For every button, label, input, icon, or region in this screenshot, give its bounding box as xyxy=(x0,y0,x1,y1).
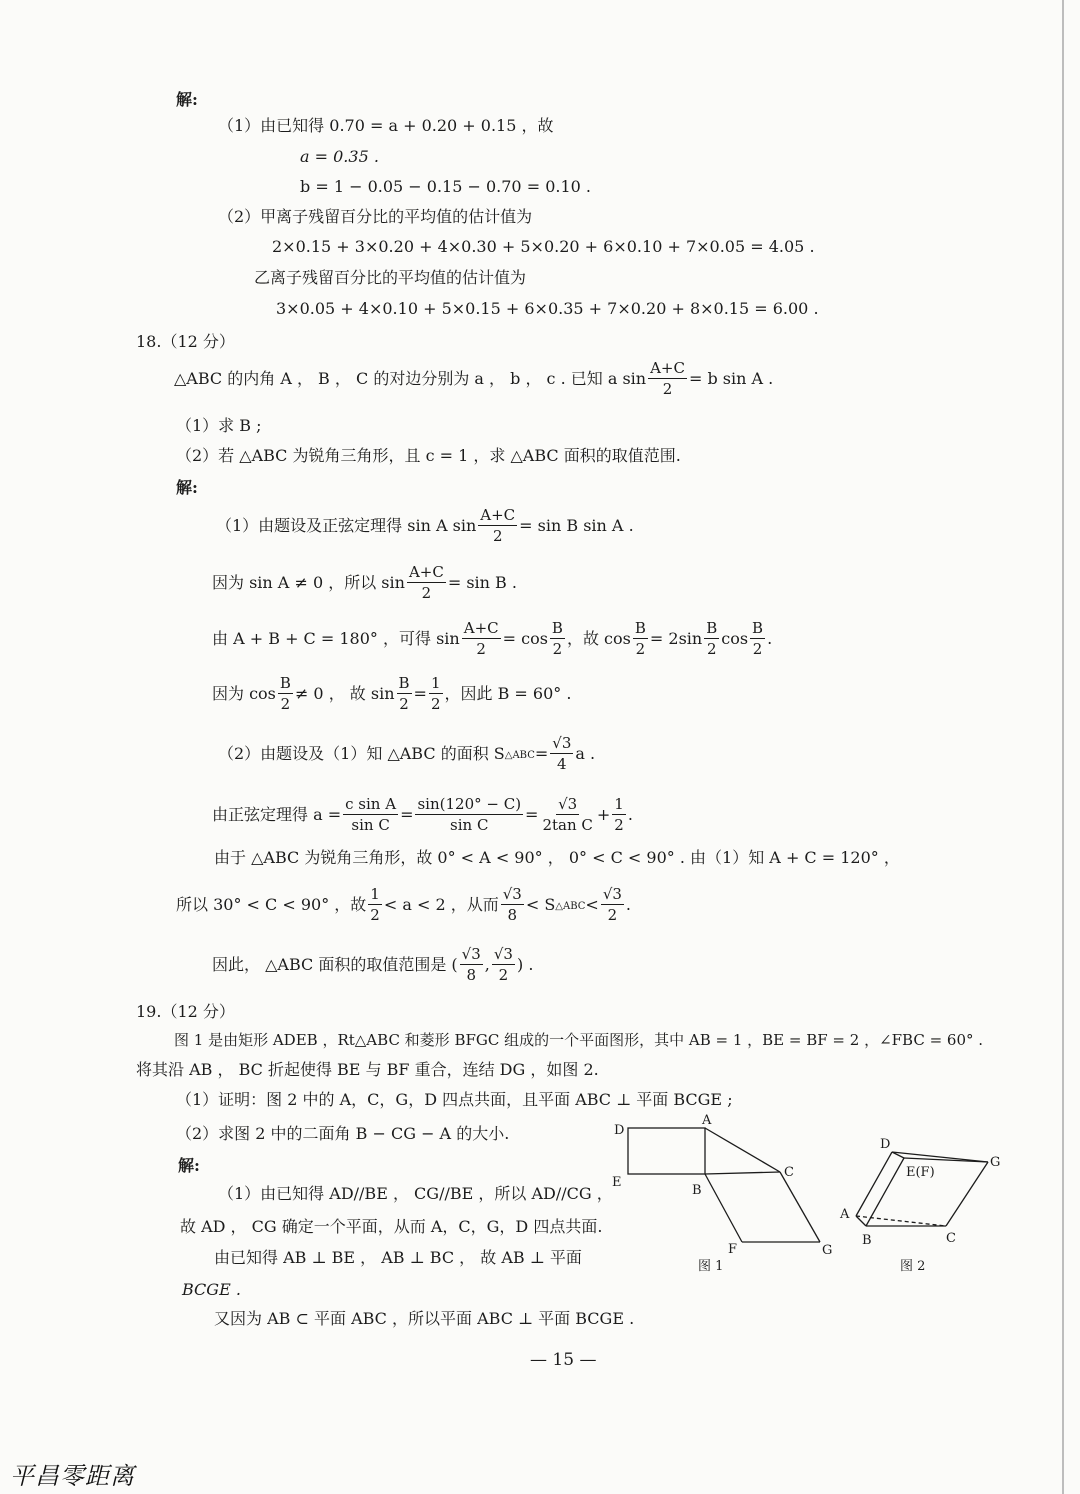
fraction-numerator: B xyxy=(279,674,291,692)
fig1-label-A: A xyxy=(702,1113,712,1128)
q18-step2 xyxy=(212,562,517,603)
fraction-numerator: c sin A xyxy=(345,795,397,813)
fig2-label-A: A xyxy=(840,1207,850,1222)
fig1-label-B: B xyxy=(692,1183,702,1198)
q19-step4: BCGE . xyxy=(182,1280,241,1299)
q18-step6-text-d: + xyxy=(596,804,611,824)
q17-part2-line2: 2×0.15 + 3×0.20 + 4×0.30 + 5×0.20 + 6×0.10 + 7×0.05 = 4.05 . xyxy=(272,237,815,256)
q19-step1: （1）由已知得 AD//BE ， CG//BE ，所以 AD//CG ， xyxy=(218,1184,613,1203)
fraction-numerator: A+C xyxy=(463,619,499,637)
q18-step3-text-b: = cos xyxy=(502,628,548,648)
fraction-numerator: 1 xyxy=(614,795,624,813)
fig1-label-C: C xyxy=(784,1165,794,1180)
fraction-numerator: √3 xyxy=(552,734,572,752)
fraction-denominator: 2 xyxy=(635,640,646,658)
q18-step1-text-b: = sin B sin A . xyxy=(519,515,634,535)
q19-question2: （2）求图 2 中的二面角 B − CG − A 的大小. xyxy=(176,1124,510,1143)
q18-step3-text-c: ，故 cos xyxy=(566,628,631,648)
q18-step9 xyxy=(212,944,533,985)
q18-step5-text-a: （2）由题设及（1）知 △ABC 的面积 S xyxy=(218,743,505,763)
q18-step4-text-b: ≠ 0 ， 故 sin xyxy=(294,683,395,703)
q18-step8-fraction-3 xyxy=(601,884,624,925)
q18-step1-fraction xyxy=(478,505,517,546)
fraction-numerator: B xyxy=(398,674,410,692)
fraction-denominator: sin C xyxy=(351,816,390,834)
fig1-segment-AC xyxy=(705,1128,780,1172)
fraction-numerator: √3 xyxy=(558,795,578,813)
fig1-label-G: G xyxy=(822,1243,833,1258)
q18-step6-fraction-4 xyxy=(612,794,626,835)
q19-step5: 又因为 AB ⊂ 平面 ABC ，所以平面 ABC ⊥ 平面 BCGE . xyxy=(214,1309,635,1328)
q18-step6-text-e: . xyxy=(627,804,633,824)
fraction-numerator: √3 xyxy=(502,885,522,903)
q18-step6-fraction-3 xyxy=(540,794,594,835)
figure-1 xyxy=(600,1112,850,1282)
q18-step9-text-c: ) . xyxy=(516,954,534,974)
q18-step3-text-f: . xyxy=(767,628,773,648)
q18-step8-fraction-2 xyxy=(501,884,524,925)
q17-part1-line2: a = 0.35 . xyxy=(300,147,379,166)
q18-step5-text-b: = xyxy=(534,743,549,763)
fig1-segment-CG xyxy=(780,1172,820,1242)
q17-part1-line3: b = 1 − 0.05 − 0.15 − 0.70 = 0.10 . xyxy=(300,177,591,196)
fraction-numerator: B xyxy=(752,619,764,637)
q18-step8-text-a: 所以 30° < C < 90° ，故 xyxy=(176,894,367,914)
q17-part2-line3: 乙离子残留百分比的平均值的估计值为 xyxy=(254,268,527,287)
q18-step2-text-a: 因为 sin A ≠ 0 ，所以 sin xyxy=(212,572,405,592)
q19-header: 19.（12 分） xyxy=(136,1002,235,1021)
fig2-segment-GC xyxy=(946,1162,988,1226)
q18-step8-text-b: < a < 2 ，从而 xyxy=(383,894,499,914)
fraction-denominator: 2 xyxy=(706,640,717,658)
q18-stem-text-b: = b sin A . xyxy=(688,368,774,388)
q19-step3: 由已知得 AB ⊥ BE ， AB ⊥ BC ， 故 AB ⊥ 平面 xyxy=(214,1248,582,1267)
q18-header: 18.（12 分） xyxy=(136,332,235,351)
fig1-caption: 图 1 xyxy=(698,1259,724,1274)
fig2-label-C: C xyxy=(946,1231,956,1246)
q18-step8-text-d: < xyxy=(585,894,599,914)
q18-step9-fraction-1 xyxy=(460,944,483,985)
q18-step3-text-e: cos xyxy=(721,628,749,648)
q18-step6-text-b: = xyxy=(400,804,414,824)
q18-step3-fraction-4 xyxy=(704,618,719,659)
fig2-caption: 图 2 xyxy=(900,1259,926,1274)
q18-step5 xyxy=(218,733,595,774)
page-number: — 15 — xyxy=(530,1350,597,1370)
q18-stem-fraction xyxy=(648,358,687,399)
fraction-denominator: 8 xyxy=(466,966,476,984)
fig2-label-B: B xyxy=(862,1233,872,1248)
fraction-numerator: A+C xyxy=(408,563,444,581)
q18-step3-fraction-3 xyxy=(633,618,648,659)
q18-step4-text-d: ，因此 B = 60° . xyxy=(444,683,572,703)
fraction-denominator: 2 xyxy=(492,527,503,545)
fraction-numerator: A+C xyxy=(650,359,685,377)
fraction-denominator: 2 xyxy=(421,584,432,602)
fraction-denominator: 2 xyxy=(552,640,563,658)
fig2-label-D: D xyxy=(880,1137,891,1152)
fraction-denominator: 2 xyxy=(476,640,486,658)
q18-step6-fraction-2 xyxy=(415,794,523,835)
q18-question2: （2）若 △ABC 为锐角三角形，且 c = 1 ，求 △ABC 面积的取值范围. xyxy=(176,446,681,465)
fig1-rectangle-ADEB xyxy=(628,1128,705,1174)
q18-step3-fraction-1 xyxy=(462,618,501,659)
fraction-denominator: 2 xyxy=(399,695,409,713)
q18-step6-text-c: = xyxy=(525,804,539,824)
q18-question1: （1）求 B ; xyxy=(176,416,262,435)
fraction-denominator: 2 xyxy=(498,966,509,984)
q18-step2-text-b: = sin B . xyxy=(447,572,517,592)
q19-stem-line1: 图 1 是由矩形 ADEB ，Rt△ABC 和菱形 BFGC 组成的一个平面图形，其中 AB = 1 ，BE = BF = 2 ，∠FBC = 60° . xyxy=(174,1031,984,1049)
fraction-denominator: 4 xyxy=(557,755,567,773)
fraction-numerator: B xyxy=(634,619,646,637)
q18-step7: 由于 △ABC 为锐角三角形，故 0° < A < 90° ， 0° < C < 90° . 由（1）知 A + C = 120° ， xyxy=(214,848,900,867)
q19-stem-line2: 将其沿 AB ， BC 折起使得 BE 与 BF 重合，连结 DG ，如图 2. xyxy=(136,1060,599,1079)
fig1-segment-BC xyxy=(705,1172,780,1174)
q18-step1-text-a: （1）由题设及正弦定理得 sin A sin xyxy=(216,515,477,535)
q18-step9-text-b: , xyxy=(484,954,490,974)
q18-step8-text-e: . xyxy=(625,894,632,914)
q18-step5-text-c: a . xyxy=(575,743,596,763)
q19-solution-label: 解: xyxy=(178,1156,200,1175)
fraction-numerator: 1 xyxy=(370,885,380,903)
fig1-label-D: D xyxy=(614,1123,625,1138)
q17-part1-line1: （1）由已知得 0.70 = a + 0.20 + 0.15 ，故 xyxy=(218,116,554,135)
fig2-segment-EB xyxy=(866,1158,904,1226)
q18-step6-text-a: 由正弦定理得 a = xyxy=(212,804,342,824)
fig2-segment-DA xyxy=(856,1152,892,1216)
fraction-numerator: √3 xyxy=(602,885,622,903)
fraction-denominator: 2tan C xyxy=(542,816,593,834)
fraction-denominator: 2 xyxy=(607,906,618,924)
q18-step4-fraction-3 xyxy=(429,673,443,714)
fig2-label-G: G xyxy=(990,1155,1001,1170)
q18-solution-label: 解: xyxy=(176,478,198,497)
fig2-segment-EG xyxy=(904,1158,988,1162)
q18-step3 xyxy=(212,618,772,659)
q18-step1 xyxy=(216,505,634,546)
q18-step6 xyxy=(212,794,633,835)
q18-step2-fraction xyxy=(407,562,446,603)
fig2-segment-DG xyxy=(892,1152,988,1162)
scan-edge-line xyxy=(1062,0,1064,1494)
fig1-label-E: E xyxy=(612,1175,622,1190)
q18-step4-fraction-2 xyxy=(397,673,412,714)
q19-question1: （1）证明：图 2 中的 A，C，G，D 四点共面，且平面 ABC ⊥ 平面 BCGE ; xyxy=(176,1090,733,1109)
q18-step6-fraction-1 xyxy=(343,794,398,835)
q18-step8 xyxy=(176,884,631,925)
fraction-denominator: sin C xyxy=(450,816,489,834)
figure-2 xyxy=(836,1130,1012,1280)
fraction-denominator: 2 xyxy=(614,816,624,834)
q18-step3-text-a: 由 A + B + C = 180° ，可得 sin xyxy=(212,628,460,648)
fraction-numerator: √3 xyxy=(461,945,481,963)
fig2-label-EF: E(F) xyxy=(906,1165,935,1180)
q18-step5-subscript: △ABC xyxy=(504,750,535,761)
fraction-numerator: √3 xyxy=(493,945,513,963)
watermark-logo-text: 平昌零距离 xyxy=(10,1462,135,1490)
q19-step2: 故 AD ， CG 确定一个平面，从而 A，C，G，D 四点共面. xyxy=(180,1217,603,1236)
fraction-numerator: A+C xyxy=(480,506,516,524)
fig1-label-F: F xyxy=(728,1242,738,1257)
q18-step4-text-a: 因为 cos xyxy=(212,683,276,703)
q18-step5-fraction xyxy=(550,733,573,774)
q18-stem xyxy=(174,358,773,399)
q18-step4-text-c: = xyxy=(413,683,427,703)
fig1-segment-BF xyxy=(705,1174,742,1242)
fraction-denominator: 2 xyxy=(280,695,291,713)
q17-solution-label: 解: xyxy=(176,90,198,109)
q18-stem-text-a: △ABC 的内角 A ， B ， C 的对边分别为 a ， b ， c . 已知 a sin xyxy=(174,368,647,388)
fraction-denominator: 2 xyxy=(752,640,763,658)
fraction-denominator: 2 xyxy=(430,695,441,713)
q18-step9-text-a: 因此， △ABC 面积的取值范围是 ( xyxy=(212,954,458,974)
q18-step4-fraction-1 xyxy=(278,673,293,714)
fraction-numerator: B xyxy=(706,619,718,637)
q18-step3-fraction-2 xyxy=(550,618,565,659)
q18-step3-text-d: = 2sin xyxy=(649,628,703,648)
fraction-numerator: B xyxy=(551,619,563,637)
q18-step9-fraction-2 xyxy=(492,944,515,985)
q17-part2-line1: （2）甲离子残留百分比的平均值的估计值为 xyxy=(218,207,533,226)
q18-step8-text-c: < S xyxy=(525,894,556,914)
q18-step8-subscript: △ABC xyxy=(555,901,586,912)
q18-step8-fraction-1 xyxy=(368,884,382,925)
fraction-denominator: 2 xyxy=(662,380,673,398)
q18-step3-fraction-5 xyxy=(750,618,765,659)
q17-part2-line4: 3×0.05 + 4×0.10 + 5×0.15 + 6×0.35 + 7×0.20 + 8×0.15 = 6.00 . xyxy=(276,299,819,318)
fraction-denominator: 8 xyxy=(507,906,518,924)
fraction-numerator: 1 xyxy=(430,674,441,692)
q18-step4 xyxy=(212,673,571,714)
fraction-denominator: 2 xyxy=(370,906,380,924)
fraction-numerator: sin(120° − C) xyxy=(417,795,522,813)
